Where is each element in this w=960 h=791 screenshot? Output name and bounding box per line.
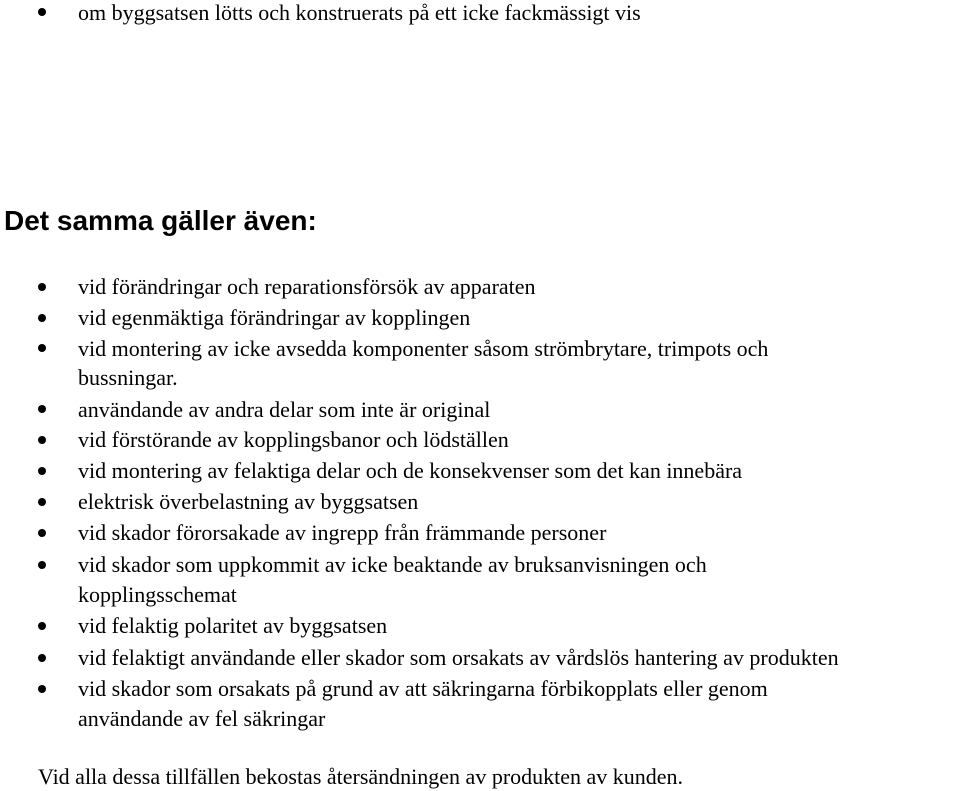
- list-item-text: elektrisk överbelastning av byggsatsen: [78, 489, 419, 514]
- section-heading: Det samma gäller även:: [4, 205, 317, 236]
- list-item-text: vid felaktig polaritet av byggsatsen: [78, 613, 388, 638]
- list-item-text-continuation: användande av fel säkringar: [78, 706, 326, 731]
- list-item-text-continuation: kopplingsschemat: [78, 582, 237, 607]
- list-item-text: vid egenmäktiga förändringar av kopplingen: [78, 305, 471, 330]
- list-bullet: [38, 467, 46, 475]
- list-bullet: [38, 8, 46, 16]
- list-item-text: vid montering av icke avsedda komponenter såsom strömbrytare, trimpots och: [78, 336, 769, 361]
- list-bullet: [38, 685, 46, 693]
- list-item-text: vid förändringar och reparationsförsök av apparaten: [78, 274, 536, 299]
- list-bullet: [38, 344, 46, 352]
- list-bullet: [38, 314, 46, 322]
- closing-statement: Vid alla dessa tillfällen bekostas återsändningen av produkten av kunden.: [38, 764, 684, 789]
- list-item-text: vid skador som orsakats på grund av att säkringarna förbikopplats eller genom: [78, 676, 768, 701]
- list-bullet: [38, 498, 46, 506]
- list-item-text-continuation: bussningar.: [78, 365, 178, 390]
- list-bullet: [38, 436, 46, 444]
- list-item-text: om byggsatsen lötts och konstruerats på ett icke fackmässigt vis: [78, 0, 641, 25]
- list-bullet: [38, 283, 46, 291]
- list-bullet: [38, 529, 46, 537]
- list-item-text: vid skador som uppkommit av icke beaktande av bruksanvisningen och: [78, 552, 707, 577]
- list-item-text: vid skador förorsakade av ingrepp från främmande personer: [78, 520, 607, 545]
- list-bullet: [38, 622, 46, 630]
- list-bullet: [38, 561, 46, 569]
- list-bullet: [38, 654, 46, 662]
- list-item-text: vid förstörande av kopplingsbanor och lödställen: [78, 427, 509, 452]
- list-bullet: [38, 405, 46, 413]
- list-item-text: vid felaktigt användande eller skador som orsakats av vårdslös hantering av produkten: [78, 645, 839, 670]
- list-item-text: vid montering av felaktiga delar och de konsekvenser som det kan innebära: [78, 458, 743, 483]
- list-item-text: användande av andra delar som inte är original: [78, 397, 491, 422]
